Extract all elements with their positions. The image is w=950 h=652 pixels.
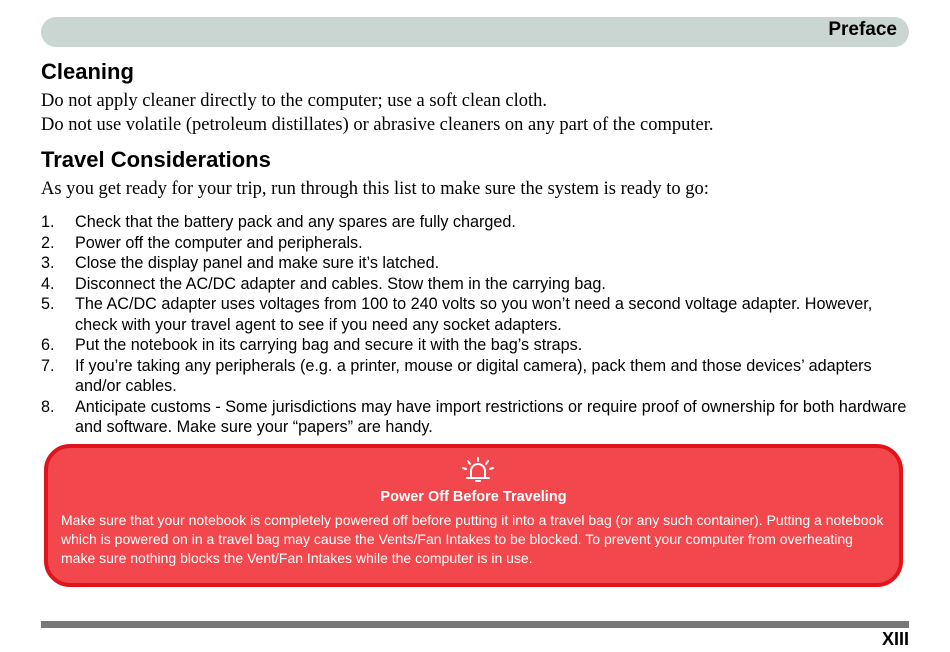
cleaning-line: Do not apply cleaner directly to the computer; use a soft clean cloth. bbox=[41, 91, 548, 111]
list-number: 8. bbox=[41, 397, 55, 416]
list-text: Power off the computer and peripherals. bbox=[75, 233, 363, 252]
list-text: Put the notebook in its carrying bag and secure it with the bag’s straps. bbox=[75, 336, 583, 354]
warning-title: Power Off Before Traveling bbox=[380, 489, 567, 505]
list-item bbox=[41, 274, 909, 295]
footer-bar bbox=[41, 621, 909, 628]
list-number: 3. bbox=[41, 254, 55, 272]
warning-text: Make sure that your notebook is completely powered off before putting it into a travel bag (or any such container). Putting a notebook which is powered on in a travel bag may cause the Vents/Fan Intakes to be blocked. To prevent your computer from overheating make sure nothing blocks the Vent/Fan Intakes while the computer is in use. bbox=[61, 512, 884, 566]
list-item bbox=[41, 397, 909, 438]
cleaning-line: Do not use volatile (petroleum distillates) or abrasive cleaners on any part of the computer. bbox=[41, 115, 714, 135]
list-number: 6. bbox=[41, 336, 55, 354]
alarm-bell-icon bbox=[460, 456, 496, 486]
list-text: The AC/DC adapter uses voltages from 100 to 240 volts so you won’t need a second voltage adapter. However, check with your travel agent to see if you need any socket adapters. bbox=[75, 295, 873, 334]
list-number: 4. bbox=[41, 274, 55, 293]
page-section-title: Preface bbox=[828, 19, 897, 40]
header-bar bbox=[41, 17, 909, 47]
list-item bbox=[41, 335, 909, 356]
list-item bbox=[41, 253, 909, 274]
travel-checklist bbox=[41, 212, 909, 438]
list-item bbox=[41, 212, 909, 233]
list-text: Anticipate customs - Some jurisdictions may have import restrictions or require proof of ownership for both hardware and software. Make sure your “papers” are handy. bbox=[75, 397, 907, 436]
travel-intro: As you get ready for your trip, run through this list to make sure the system is ready to go: bbox=[41, 179, 709, 199]
warning-box bbox=[44, 444, 903, 587]
list-item bbox=[41, 356, 909, 397]
list-text: If you’re taking any peripherals (e.g. a printer, mouse or digital camera), pack them and those devices’ adapters and/or cables. bbox=[75, 356, 872, 395]
list-text: Close the display panel and make sure it’s latched. bbox=[75, 254, 440, 272]
list-text: Disconnect the AC/DC adapter and cables. Stow them in the carrying bag. bbox=[75, 274, 606, 293]
page-number: XIII bbox=[881, 629, 909, 649]
list-number: 7. bbox=[41, 356, 55, 375]
list-text: Check that the battery pack and any spares are fully charged. bbox=[75, 213, 516, 231]
list-number: 1. bbox=[41, 213, 55, 231]
travel-heading: Travel Considerations bbox=[41, 147, 271, 172]
cleaning-heading: Cleaning bbox=[41, 59, 134, 84]
list-item bbox=[41, 294, 909, 335]
list-item bbox=[41, 233, 909, 254]
list-number: 5. bbox=[41, 295, 55, 313]
list-number: 2. bbox=[41, 233, 55, 252]
